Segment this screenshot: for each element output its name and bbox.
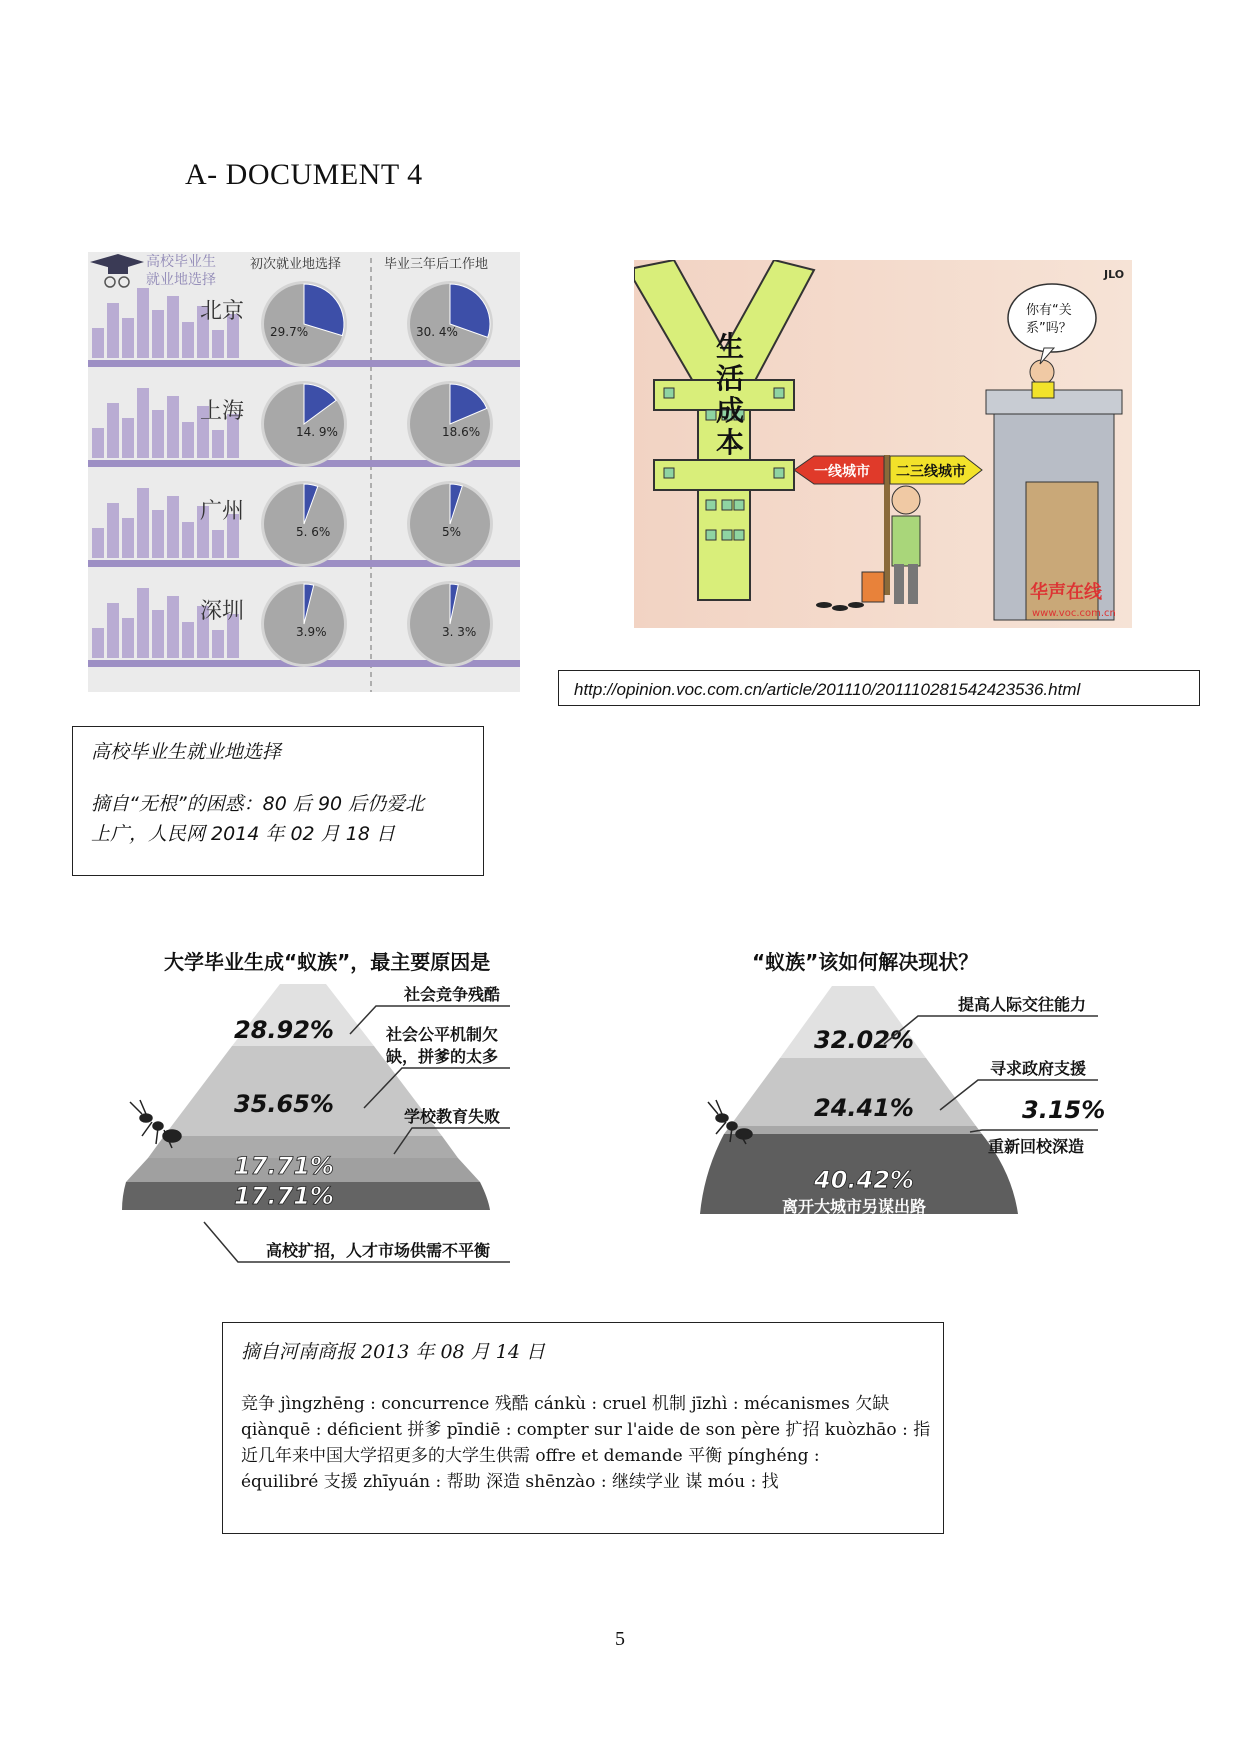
document-title: A- DOCUMENT 4 <box>185 158 423 191</box>
source-box-1-line1: 高校毕业生就业地选择 <box>91 741 282 763</box>
cartoon-watermark: 华声在线 <box>1030 582 1102 603</box>
pyramid-left <box>112 976 532 1296</box>
pyramid-left-value-1: 28.92% <box>234 1016 334 1044</box>
stone-tower <box>986 360 1122 620</box>
pyramid-left-label-3: 学校教育失败 <box>404 1107 501 1126</box>
pyramid-left-value-2: 35.65% <box>234 1090 334 1118</box>
pyramid-right-title: “蚁族”该如何解决现状？ <box>752 950 979 974</box>
sign-left-text: 一线城市 <box>814 464 870 480</box>
pie-label: 3. 3% <box>442 625 477 639</box>
speech-line-1: 你有“关 <box>1026 303 1072 318</box>
pie-label: 5% <box>442 525 462 539</box>
pie-label: 5. 6% <box>296 525 331 539</box>
city-label: 上海 <box>200 399 245 424</box>
source-url[interactable]: http://opinion.voc.com.cn/article/201110/201110281542423536.html <box>574 680 1081 699</box>
source-box-1-line3: 上广，人民网 2014 年 02 月 18 日 <box>91 823 395 845</box>
source-box-2-source: 摘自河南商报 2013 年 08 月 14 日 <box>241 1341 545 1363</box>
pyramid-left-label-2a: 社会公平机制欠 <box>386 1025 499 1044</box>
pyramid-left-label-4: 高校扩招，人才市场供需不平衡 <box>266 1241 491 1260</box>
pyramid-left-value-3: 17.71% <box>234 1152 334 1180</box>
infographic-title-line1: 高校毕业生 <box>146 254 216 270</box>
yuan-text-1: 生 <box>716 330 745 363</box>
pie-label: 14. 9% <box>296 425 338 439</box>
pyramid-left-label-2b: 缺，拼爹的太多 <box>386 1047 499 1066</box>
pyramid-right-value-3: 3.15% <box>1022 1096 1106 1124</box>
pyramid-left-label-1: 社会竞争残酷 <box>404 985 501 1004</box>
pyramid-left-value-4: 17.71% <box>234 1182 334 1210</box>
pyramid-right-label-1: 提高人际交往能力 <box>958 995 1087 1014</box>
city-label: 北京 <box>200 299 245 324</box>
pie-label: 29.7% <box>270 325 309 339</box>
pie-label: 3.9% <box>296 625 327 639</box>
glossary-line-2: qiànquē : déficient 拼爹 pīndiē : compter sur l'aide de son père 扩招 kuòzhāo : 指 <box>241 1420 931 1440</box>
column-header-first: 初次就业地选择 <box>250 257 342 272</box>
source-box-1-line2: 摘自“无根”的困惑：80 后 90 后仍爱北 <box>91 793 425 815</box>
source-box-2 <box>222 1322 944 1534</box>
city-label: 广州 <box>200 499 245 524</box>
yuan-text-2: 活 <box>716 362 745 395</box>
pyramid-right-value-4: 40.42% <box>814 1166 914 1194</box>
employment-pie-chart <box>88 252 520 692</box>
cost-of-living-cartoon <box>634 260 1132 628</box>
glossary-line-4: équilibré 支援 zhīyuán : 帮助 深造 shēnzào : 继续学业 谋 móu : 找 <box>241 1472 779 1492</box>
pyramid-right-tier-3 <box>724 1126 982 1134</box>
yuan-text-4: 本 <box>716 426 745 459</box>
pie-label: 30. 4% <box>416 325 458 339</box>
column-header-after: 毕业三年后工作地 <box>384 257 489 272</box>
cartoon-image <box>634 260 1132 628</box>
pyramid-right-value-1: 32.02% <box>814 1026 914 1054</box>
source-box-1 <box>72 726 484 876</box>
cartoon-watermark-url: www.voc.com.cn <box>1032 608 1116 619</box>
page-number: 5 <box>615 1628 625 1650</box>
pyramid-left-title: 大学毕业生成“蚁族”，最主要原因是 <box>164 950 491 974</box>
speech-line-2: 系”吗？ <box>1026 321 1072 336</box>
pie-label: 18.6% <box>442 425 481 439</box>
glossary-line-1: 竞争 jìngzhēng : concurrence 残酷 cánkù : cruel 机制 jīzhì : mécanismes 欠缺 <box>241 1394 890 1414</box>
yuan-text-3: 成 <box>716 394 745 427</box>
employment-infographic <box>88 252 520 692</box>
graduation-cap-icon <box>90 254 144 287</box>
pyramid-right-label-3: 重新回校深造 <box>988 1137 1085 1156</box>
pyramid-right-value-2: 24.41% <box>814 1094 914 1122</box>
infographic-title-line2: 就业地选择 <box>146 272 216 288</box>
pyramid-right-label-2: 寻求政府支援 <box>990 1059 1087 1078</box>
sign-right-text: 二三线城市 <box>896 464 966 480</box>
city-label: 深圳 <box>200 599 245 624</box>
pyramid-right-label-4: 离开大城市另谋出路 <box>782 1197 927 1216</box>
pyramid-right <box>700 976 1120 1256</box>
glossary-line-3: 近几年来中国大学招更多的大学生供需 offre et demande 平衡 pínghéng : <box>241 1446 820 1466</box>
cartoon-signature: JLO <box>1104 268 1125 281</box>
